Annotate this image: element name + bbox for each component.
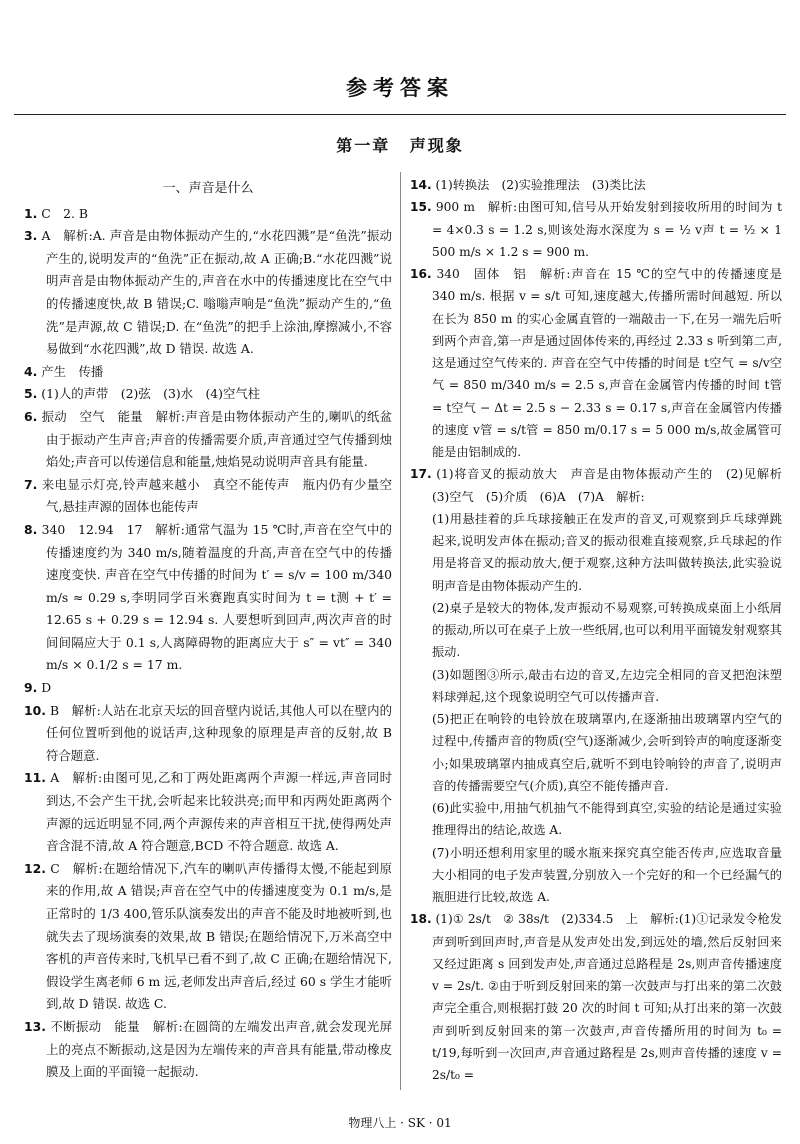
page-title: 参考答案 — [346, 75, 454, 100]
section-title: 一、声音是什么 — [162, 181, 254, 196]
answer-item: 8. 340 12.94 17 解析:通常气温为 15 ℃时,声音在空气中的传播速度约为 340 m/s,随着温度的升高,声音在空气中的传播速度变快. 声音在空气中传播的时间为 t′ = s/v = 100 m/340 m/s ≈ 0.29 s,李明同学百米赛跑真实时间为 t = t测 + t′ = 12.65 s + 0.29 s = 12.94 s. 人要想听到回声,两次声音的时间间隔应大于 0.1 s,人离障碍物的距离应大于 s″ = vt″ = 340 m/s × 0.1/2 s = 17 m. — [24, 521, 392, 673]
answer-item: 6. 振动 空气 能量 解析:声音是由物体振动产生的,喇叭的纸盆由于振动产生声音;声音的传播需要介质,声音通过空气传播到烛焰处;声音可以传递信息和能量,烛焰晃动说明声音具有能量. — [24, 408, 392, 470]
answer-subitem: (6)此实验中,用抽气机抽气不能得到真空,实验的结论是通过实验推理得出的结论,故选 A. — [432, 801, 782, 838]
right-column — [410, 174, 795, 1086]
answer-item: 5. (1)人的声带 (2)弦 (3)水 (4)空气柱 — [24, 386, 261, 402]
answer-item: 7. 来电显示灯亮,铃声越来越小 真空不能传声 瓶内仍有少量空气,悬挂声源的固体也能传声 — [24, 476, 392, 515]
chapter-title — [0, 133, 800, 156]
answer-item: 13. 不断振动 能量 解析:在圆筒的左端发出声音,就会发现光屏上的亮点不断振动,这是因为左端传来的声音具有能量,带动橡皮膜及上面的平面镜一起振动. — [24, 1018, 392, 1080]
page-footer: 物理八上 · SK · 01 — [348, 1116, 452, 1130]
column-divider — [400, 172, 401, 1090]
answer-subitem: (5)把正在响铃的电铃放在玻璃罩内,在逐渐抽出玻璃罩内空气的过程中,传播声音的物质(空气)逐渐减少,会听到铃声的响度逐渐变小;如果玻璃罩内抽成真空后,就听不到电铃响铃的声音了,说明声音的传播需要空气(介质),真空不能传播声音. — [432, 712, 782, 793]
answer-item: 4. 产生 传播 — [24, 363, 104, 379]
answer-item: 10. B 解析:人站在北京天坛的回音壁内说话,其他人可以在壁内的任何位置听到他的说话声,这种现象的原理是声音的反射,故 B 符合题意. — [24, 702, 392, 763]
answer-item: 18. (1)① 2s/t ② 38s/t (2)334.5 上 解析:(1)①记录发令枪发声到听到回声时,声音是从发声处出发,到远处的墙,然后反射回来又经过距离 s 回到发声处,声音通过总路程是 2s,则声音传播速度 v = 2s/t. ②由于听到反射回来的第一次鼓声与打出来的第二次鼓声完全重合,则根据打鼓 20 次的时间 t 可知;从打出来的第一次鼓声到听到反射回来的第一次鼓声,声音传播所用的时间为 t₀ = t/19,每听到一次回声,声音通过路程是 2s,则声音传播的速度 v = 2s/t₀ = — [410, 912, 782, 1082]
answer-subitem: (1)用悬挂着的乒乓球接触正在发声的音叉,可观察到乒乓球弹跳起来,说明发声体在振动;音叉的振动很难直接观察,乒乓球起的作用是将音叉的振动放大,便于观察,这种方法叫做转换法,此实验说明声音是由物体振动产生的. — [432, 511, 782, 593]
answer-item: 17. (1)将音叉的振动放大 声音是由物体振动产生的 (2)见解析 (3)空气 (5)介质 (6)A (7)A 解析: — [410, 467, 795, 504]
answer-item: 15. 900 m 解析:由图可知,信号从开始发射到接收所用的时间为 t = 4×0.3 s = 1.2 s,则该处海水深度为 s = ½ v声 t = ½ × 1 500 m/s × 1.2 s = 900 m. — [410, 200, 782, 259]
answer-item: 12. C 解析:在题给情况下,汽车的喇叭声传播得太慢,不能起到原来的作用,故 A 错误;声音在空气中的传播速度变为 0.1 m/s,是正常时的 1/3 400,管乐队演奏发出的声音不能及时地被听到,也就失去了现场演奏的效果,故 B 错误;在题给情况下,万米高空中客机的声音传来时,飞机早已看不到了,故 C 正确;在题给情况下,假设学生离老师 6 m 远,老师发出声音后,经过 60 s 学生才能听到,故 D 错误. 故选 C. — [24, 860, 392, 1012]
answer-item: 16. 340 固体 铝 解析:声音在 15 ℃的空气中的传播速度是 340 m/s. 根据 v = s/t 可知,速度越大,传播所需时间越短. 所以在长为 850 m 的实心金属直管的一端敲击一下,在另一端先后听到两个声音,第一声是通过固体传来的,再经过 2.33 s 听到第二声,这是通过空气传来的. 声音在空气中传播的时间是 t空气 = s/v空气 = 850 m/340 m/s = 2.5 s,声音在金属管内传播的时间 t管 = t空气 − Δt = 2.5 s − 2.33 s = 0.17 s,声音在金属管内传播的速度 v管 = s/t管 = 850 m/0.17 s = 5 000 m/s,故金属管可能是由铝制成的. — [410, 267, 782, 459]
answer-item: 9. D — [24, 680, 52, 696]
chapter-number: 第一章 — [336, 136, 391, 155]
answer-item: 11. A 解析:由图可见,乙和丁两处距离两个声源一样远,声音同时到达,不会产生干扰,会听起来比较洪亮;而甲和丙两处距离两个声源的远近明显不同,两个声源传来的声音相互干扰,使得两处声音含混不清,故 A 符合题意,BCD 不符合题意. 故选 A. — [24, 770, 392, 854]
chapter-name: 声现象 — [409, 136, 464, 155]
answer-subitem: (7)小明还想利用家里的暖水瓶来探究真空能否传声,应选取音量大小相同的电子发声装置,分别放入一个完好的和一个已经漏气的瓶胆进行比较,故选 A. — [432, 845, 782, 904]
header-rule — [14, 114, 786, 115]
answer-item: 1. C 2. B — [24, 205, 89, 221]
answer-subitem: (2)桌子是较大的物体,发声振动不易观察,可转换成桌面上小纸屑的振动,所以可在桌子上放一些纸屑,也可以利用平面镜发射观察其振动. — [432, 600, 782, 660]
left-column — [24, 174, 392, 1084]
answer-item: 3. A 解析:A. 声音是由物体振动产生的,“水花四溅”是“鱼洗”振动产生的,说明发声的“鱼洗”正在振动,故 A 正确;B.“水花四溅”说明声音是由物体振动产生的,声音在水中的传播速度比在空气中的传播速度快,故 B 错误;C. 嗡嗡声响是“鱼洗”振动产生的,“鱼洗”是声源,故 C 错误;D. 在“鱼洗”的把手上涂油,摩擦减小,不容易做到“水花四溅”,故 D 错误. 故选 A. — [24, 228, 392, 357]
answer-subitem: (3)如题图③所示,敲击右边的音叉,左边完全相同的音叉把泡沫塑料球弹起,这个现象说明空气可以传播声音. — [432, 667, 782, 704]
answer-item: 14. (1)转换法 (2)实验推理法 (3)类比法 — [410, 178, 646, 192]
